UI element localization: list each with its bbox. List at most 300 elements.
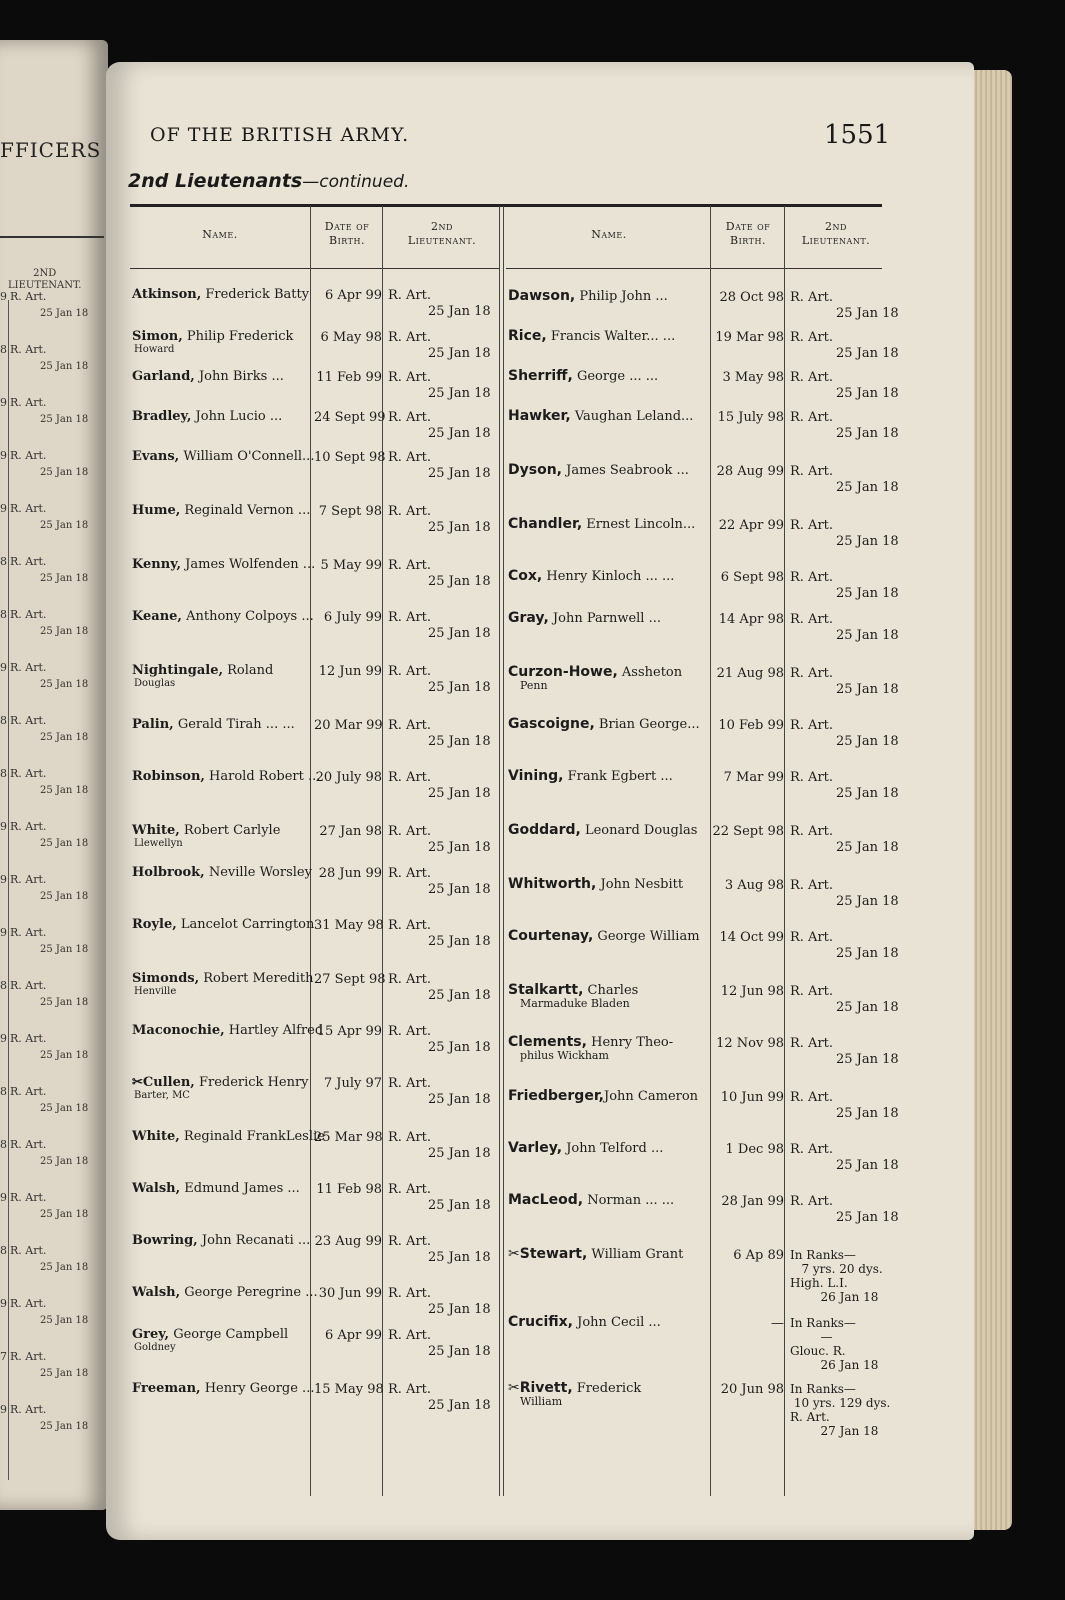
left-row-rank: R. Art. <box>10 820 47 833</box>
left-row-date: 25 Jan 18 <box>40 1156 89 1167</box>
officer-given-names: Roland <box>223 663 274 678</box>
officer-name <box>508 1142 712 1155</box>
officer-surname: Cox, <box>508 568 543 584</box>
left-page-row <box>0 1085 104 1125</box>
left-page-row <box>0 290 104 330</box>
commission-date: 25 Jan 18 <box>836 306 899 321</box>
left-row-year: 7 <box>0 1350 7 1363</box>
officer-name <box>508 1194 712 1207</box>
left-row-year: 9 <box>0 1191 7 1204</box>
officer-given-names: Robert Carlyle <box>179 823 281 838</box>
officer-name <box>132 557 316 572</box>
officer-name <box>132 1182 312 1195</box>
officer-name <box>508 1316 712 1329</box>
officer-name <box>508 1248 712 1261</box>
officer-surname: Palin, <box>132 717 174 732</box>
left-row-date: 25 Jan 18 <box>40 838 89 849</box>
officer-surname: Vining, <box>508 768 564 784</box>
officer-surname: Evans, <box>132 449 180 464</box>
left-row-rank: R. Art. <box>10 449 47 462</box>
left-row-date: 25 Jan 18 <box>40 679 89 690</box>
officer-given-names: James Seabrook ... <box>561 463 689 478</box>
regiment: R. Art. <box>790 1142 834 1157</box>
officer-surname: Chandler, <box>508 516 583 532</box>
col-header-dob-left: Date of Birth. <box>324 220 370 247</box>
table-row <box>508 458 898 508</box>
officer-surname: Goddard, <box>508 822 581 838</box>
left-row-rank: R. Art. <box>10 396 47 409</box>
left-page-row <box>0 714 104 754</box>
table-row <box>508 978 898 1028</box>
section-title-main: 2nd Lieutenants <box>128 170 303 192</box>
left-row-year: 8 <box>0 714 7 727</box>
officer-name <box>508 770 712 783</box>
regiment: R. Art. <box>790 518 834 533</box>
date-of-birth: 20 July 98 <box>315 770 382 785</box>
running-title: OF THE BRITISH ARMY. <box>150 124 410 146</box>
left-row-date: 25 Jan 18 <box>40 1103 89 1114</box>
date-of-birth: 24 Sept 99 <box>314 410 386 425</box>
commission-date: 25 Jan 18 <box>836 534 899 549</box>
left-row-rank: R. Art. <box>10 343 47 356</box>
commission-date: 25 Jan 18 <box>836 480 899 495</box>
date-of-birth: 22 Apr 99 <box>718 518 784 533</box>
officer-given-names: Ernest Lincoln... <box>582 517 696 532</box>
officer-surname: Holbrook, <box>132 865 205 880</box>
officer-name <box>508 570 712 583</box>
commission-date: 25 Jan 18 <box>428 466 491 481</box>
table-row <box>508 512 898 562</box>
table-row <box>508 924 898 974</box>
date-of-birth: 27 Sept 98 <box>314 972 386 987</box>
officer-surname: Grey, <box>132 1327 170 1342</box>
left-row-year: 8 <box>0 343 7 356</box>
left-row-year: 9 <box>0 290 7 303</box>
service-note: In Ranks— — Glouc. R. 26 Jan 18 <box>790 1316 879 1372</box>
officer-surname: Simonds, <box>132 971 200 986</box>
table-row <box>508 404 898 454</box>
officer-surname: Stalkartt, <box>508 982 584 998</box>
officer-given-names: John Telford ... <box>562 1141 664 1156</box>
regiment: R. Art. <box>388 664 432 679</box>
officer-given-names: William O'Connell... <box>179 449 315 464</box>
date-of-birth: 20 Jun 98 <box>720 1382 784 1397</box>
officer-name <box>132 410 312 423</box>
commission-date: 25 Jan 18 <box>428 626 491 641</box>
left-row-rank: R. Art. <box>10 926 47 939</box>
date-of-birth: 27 Jan 98 <box>319 824 382 839</box>
regiment: R. Art. <box>388 1076 432 1091</box>
left-row-date: 25 Jan 18 <box>40 1262 89 1273</box>
date-of-birth: 22 Sept 98 <box>712 824 784 839</box>
officer-name <box>508 370 712 383</box>
left-row-year: 8 <box>0 1085 7 1098</box>
left-row-date: 25 Jan 18 <box>40 520 89 531</box>
left-page-row <box>0 926 104 966</box>
left-row-date: 25 Jan 18 <box>40 573 89 584</box>
officer-given-names: Francis Walter... ... <box>546 329 676 344</box>
officer-surname: ✂Rivett, <box>508 1380 573 1396</box>
table-row <box>508 606 898 656</box>
officer-surname: Dawson, <box>508 288 576 304</box>
left-row-rank: R. Art. <box>10 873 47 886</box>
date-of-birth: — <box>771 1316 784 1331</box>
officer-name <box>132 1076 312 1102</box>
table-row <box>508 818 898 868</box>
officer-surname: Walsh, <box>132 1181 181 1196</box>
commission-date: 25 Jan 18 <box>836 586 899 601</box>
book-page <box>106 62 974 1540</box>
left-row-year: 9 <box>0 1297 7 1310</box>
left-row-year: 9 <box>0 396 7 409</box>
officer-name <box>132 824 312 850</box>
left-row-rank: R. Art. <box>10 714 47 727</box>
date-of-birth: 25 Mar 98 <box>314 1130 383 1145</box>
date-of-birth: 10 Jun 99 <box>720 1090 784 1105</box>
left-row-year: 9 <box>0 820 7 833</box>
regiment: R. Art. <box>790 1036 834 1051</box>
officer-name <box>508 878 712 891</box>
date-of-birth: 31 May 98 <box>314 918 384 933</box>
date-of-birth: 10 Sept 98 <box>314 450 386 465</box>
officer-name <box>508 984 712 1010</box>
officer-given-names: Assheton <box>617 665 683 680</box>
officer-surname: Rice, <box>508 328 547 344</box>
officer-surname: Gascoigne, <box>508 716 595 732</box>
commission-date: 25 Jan 18 <box>428 882 491 897</box>
left-row-rank: R. Art. <box>10 1138 47 1151</box>
table-row <box>132 552 502 602</box>
left-row-rank: R. Art. <box>10 290 47 303</box>
date-of-birth: 14 Apr 98 <box>718 612 784 627</box>
commission-date: 25 Jan 18 <box>428 1146 491 1161</box>
commission-date: 25 Jan 18 <box>836 1000 899 1015</box>
regiment: R. Art. <box>790 1090 834 1105</box>
table-row <box>508 1188 898 1238</box>
officer-given-names: John Parnwell ... <box>548 611 661 626</box>
left-row-date: 25 Jan 18 <box>40 1421 89 1432</box>
officer-name <box>508 290 712 303</box>
date-of-birth: 6 Sept 98 <box>720 570 784 585</box>
officer-name-continued: Douglas <box>134 678 176 689</box>
officer-surname: Garland, <box>132 369 195 384</box>
commission-date: 25 Jan 18 <box>428 786 491 801</box>
left-page-row <box>0 1297 104 1337</box>
left-row-year: 8 <box>0 1244 7 1257</box>
regiment: R. Art. <box>790 878 834 893</box>
left-page-row <box>0 555 104 595</box>
table-row <box>508 1030 898 1080</box>
commission-date: 25 Jan 18 <box>428 680 491 695</box>
regiment: R. Art. <box>790 330 834 345</box>
left-page-row <box>0 1244 104 1284</box>
regiment: R. Art. <box>388 610 432 625</box>
officer-given-names: Lancelot Carrington <box>176 917 315 932</box>
officer-surname: Simon, <box>132 329 183 344</box>
regiment: R. Art. <box>790 930 834 945</box>
date-of-birth: 6 Apr 99 <box>324 288 382 303</box>
officer-given-names: Henry Theo- <box>586 1035 674 1050</box>
left-row-rank: R. Art. <box>10 767 47 780</box>
left-row-year: 8 <box>0 555 7 568</box>
commission-date: 25 Jan 18 <box>428 1040 491 1055</box>
table-row <box>132 1124 502 1174</box>
commission-date: 25 Jan 18 <box>428 386 491 401</box>
officer-name <box>132 1285 318 1300</box>
officer-name <box>508 1090 712 1103</box>
left-row-date: 25 Jan 18 <box>40 467 89 478</box>
commission-date: 25 Jan 18 <box>836 786 899 801</box>
table-row <box>508 1084 898 1134</box>
officer-name <box>132 917 315 932</box>
commission-date: 25 Jan 18 <box>428 520 491 535</box>
officer-given-names: Frank Egbert ... <box>563 769 673 784</box>
officer-name <box>132 370 312 383</box>
date-of-birth: 6 Apr 99 <box>324 1328 382 1343</box>
col-header-name-right: Name. <box>591 228 627 241</box>
left-row-date: 25 Jan 18 <box>40 626 89 637</box>
officer-given-names: Anthony Colpoys ... <box>181 609 314 624</box>
officer-given-names: William Grant <box>587 1247 684 1262</box>
regiment: R. Art. <box>790 464 834 479</box>
officer-surname: Hume, <box>132 503 181 518</box>
officer-given-names: Philip John ... <box>575 289 668 304</box>
commission-date: 25 Jan 18 <box>428 934 491 949</box>
officer-name-continued: Goldney <box>134 1342 176 1353</box>
left-row-rank: R. Art. <box>10 1297 47 1310</box>
left-row-rank: R. Art. <box>10 661 47 674</box>
officer-surname: Clements, <box>508 1034 587 1050</box>
commission-date: 25 Jan 18 <box>836 628 899 643</box>
officer-given-names: George Campbell <box>169 1327 289 1342</box>
date-of-birth: 10 Feb 99 <box>718 718 784 733</box>
officer-name <box>508 1382 712 1408</box>
left-row-year: 9 <box>0 1032 7 1045</box>
regiment: R. Art. <box>388 1130 432 1145</box>
date-of-birth: 15 July 98 <box>717 410 784 425</box>
date-of-birth: 3 May 98 <box>722 370 784 385</box>
service-note: In Ranks— 7 yrs. 20 dys. High. L.I. 26 Jan 18 <box>790 1248 883 1304</box>
left-page-row <box>0 1138 104 1178</box>
officer-surname: Sherriff, <box>508 368 573 384</box>
regiment: R. Art. <box>790 1194 834 1209</box>
commission-date: 25 Jan 18 <box>836 682 899 697</box>
officer-surname: Keane, <box>132 609 182 624</box>
date-of-birth: 15 May 98 <box>314 1382 384 1397</box>
commission-date: 25 Jan 18 <box>428 1302 491 1317</box>
officer-surname: Whitworth, <box>508 876 597 892</box>
officer-name <box>508 824 712 837</box>
date-of-birth: 7 July 97 <box>323 1076 382 1091</box>
col-header-2nd-lt-right: 2nd Lieutenant. <box>801 220 871 247</box>
officer-name-continued: Marmaduke Bladen <box>520 997 630 1010</box>
left-page-row <box>0 873 104 913</box>
commission-date: 25 Jan 18 <box>836 346 899 361</box>
officer-name <box>132 972 312 998</box>
officer-surname: Royle, <box>132 917 177 932</box>
date-of-birth: 7 Mar 99 <box>723 770 784 785</box>
regiment: R. Art. <box>388 410 432 425</box>
date-of-birth: 28 Jun 99 <box>318 866 382 881</box>
commission-date: 25 Jan 18 <box>836 1052 899 1067</box>
officer-given-names: John Lucio ... <box>191 409 283 424</box>
left-page-row <box>0 608 104 648</box>
officer-surname: Courtenay, <box>508 928 594 944</box>
officer-given-names: Vaughan Leland... <box>570 409 694 424</box>
left-page-row <box>0 1032 104 1072</box>
commission-date: 25 Jan 18 <box>428 1198 491 1213</box>
regiment: R. Art. <box>388 450 432 465</box>
table-row <box>508 764 898 814</box>
date-of-birth: 12 Nov 98 <box>716 1036 784 1051</box>
date-of-birth: 6 May 98 <box>320 330 382 345</box>
left-page-row <box>0 820 104 860</box>
officer-given-names: Frederick Batty <box>201 287 310 302</box>
date-of-birth: 12 Jun 99 <box>318 664 382 679</box>
officer-given-names: Frederick Henry <box>194 1075 309 1090</box>
left-row-rank: R. Art. <box>10 1191 47 1204</box>
officer-name <box>132 504 312 517</box>
left-row-rank: R. Art. <box>10 555 47 568</box>
regiment: R. Art. <box>388 770 432 785</box>
officer-surname: Dyson, <box>508 462 562 478</box>
left-row-date: 25 Jan 18 <box>40 732 89 743</box>
regiment: R. Art. <box>388 1024 432 1039</box>
date-of-birth: 19 Mar 98 <box>715 330 784 345</box>
officer-given-names: John Cameron <box>604 1089 699 1104</box>
officer-name-continued: William <box>520 1395 563 1408</box>
officer-given-names: George William <box>593 929 700 944</box>
officer-given-names: John Nesbitt <box>596 877 684 892</box>
commission-date: 25 Jan 18 <box>836 426 899 441</box>
officer-name <box>132 330 312 356</box>
officer-name-continued: philus Wickham <box>520 1049 609 1062</box>
table-row <box>508 872 898 922</box>
left-page-row <box>0 979 104 1019</box>
left-row-date: 25 Jan 18 <box>40 891 89 902</box>
table-row <box>132 860 502 910</box>
left-page-row <box>0 1403 104 1443</box>
regiment: R. Art. <box>790 410 834 425</box>
regiment: R. Art. <box>790 612 834 627</box>
table-row <box>132 1070 502 1120</box>
officer-surname: Walsh, <box>132 1285 181 1300</box>
regiment: R. Art. <box>790 984 834 999</box>
officer-given-names: Norman ... ... <box>583 1193 675 1208</box>
officer-given-names: George ... ... <box>572 369 659 384</box>
left-row-date: 25 Jan 18 <box>40 308 89 319</box>
date-of-birth: 15 Apr 99 <box>316 1024 382 1039</box>
left-row-date: 25 Jan 18 <box>40 944 89 955</box>
left-row-rank: R. Art. <box>10 1350 47 1363</box>
officer-name <box>508 1036 712 1062</box>
date-of-birth: 11 Feb 98 <box>316 1182 382 1197</box>
table-row <box>132 1376 502 1426</box>
col-header-dob-right: Date of Birth. <box>725 220 771 247</box>
left-row-year: 9 <box>0 1403 7 1416</box>
officer-name <box>508 612 712 625</box>
left-page-row <box>0 1350 104 1390</box>
officer-given-names: John Recanati ... <box>197 1233 311 1248</box>
table-row <box>132 912 502 962</box>
commission-date: 25 Jan 18 <box>428 1250 491 1265</box>
officer-surname: Hawker, <box>508 408 571 424</box>
table-row <box>508 712 898 762</box>
commission-date: 25 Jan 18 <box>836 894 899 909</box>
left-row-rank: R. Art. <box>10 1032 47 1045</box>
officer-surname: Bradley, <box>132 409 192 424</box>
left-row-date: 25 Jan 18 <box>40 1315 89 1326</box>
officer-surname: Atkinson, <box>132 287 202 302</box>
regiment: R. Art. <box>790 824 834 839</box>
officer-name-continued: Penn <box>520 679 548 692</box>
officer-name <box>132 866 312 879</box>
regiment: R. Art. <box>790 770 834 785</box>
facing-page-left <box>0 40 108 1510</box>
left-page-row <box>0 1191 104 1231</box>
regiment: R. Art. <box>388 1382 432 1397</box>
left-row-rank: R. Art. <box>10 1403 47 1416</box>
officer-given-names: Leonard Douglas <box>580 823 698 838</box>
regiment: R. Art. <box>388 1234 432 1249</box>
table-row <box>508 1376 898 1438</box>
regiment: R. Art. <box>388 288 432 303</box>
officer-name <box>132 449 315 464</box>
regiment: R. Art. <box>790 718 834 733</box>
date-of-birth: 20 Mar 99 <box>314 718 383 733</box>
officer-surname: MacLeod, <box>508 1192 584 1208</box>
date-of-birth: 5 May 99 <box>320 558 382 573</box>
regiment: R. Art. <box>388 972 432 987</box>
commission-date: 25 Jan 18 <box>428 1092 491 1107</box>
table-row <box>132 604 502 654</box>
commission-date: 25 Jan 18 <box>428 1344 491 1359</box>
regiment: R. Art. <box>790 666 834 681</box>
officer-surname: Robinson, <box>132 769 205 784</box>
left-row-year: 9 <box>0 873 7 886</box>
officer-name <box>132 1023 324 1038</box>
page-number: 1551 <box>824 120 891 150</box>
officer-surname: Gray, <box>508 610 549 626</box>
officer-given-names: Charles <box>583 983 639 998</box>
left-row-year: 8 <box>0 767 7 780</box>
commission-date: 25 Jan 18 <box>428 734 491 749</box>
left-row-date: 25 Jan 18 <box>40 1209 89 1220</box>
table-row <box>132 764 502 814</box>
date-of-birth: 6 July 99 <box>323 610 382 625</box>
officer-given-names: George Peregrine ... <box>180 1285 318 1300</box>
officer-given-names: Brian George... <box>594 717 700 732</box>
table-row <box>132 498 502 548</box>
date-of-birth: 23 Aug 99 <box>314 1234 382 1249</box>
officer-name <box>508 410 712 423</box>
officer-name <box>132 769 321 784</box>
officer-given-names: Hartley Alfred <box>224 1023 324 1038</box>
date-of-birth: 11 Feb 99 <box>316 370 382 385</box>
officer-given-names: Gerald Tirah ... ... <box>173 717 295 732</box>
officer-given-names: James Wolfenden ... <box>181 557 316 572</box>
date-of-birth: 28 Aug 99 <box>716 464 784 479</box>
officer-given-names: Henry George ... <box>200 1381 315 1396</box>
regiment: R. Art. <box>790 290 834 305</box>
officer-given-names: Harold Robert ... <box>204 769 321 784</box>
regiment: R. Art. <box>388 504 432 519</box>
regiment: R. Art. <box>388 918 432 933</box>
left-row-year: 8 <box>0 1138 7 1151</box>
left-row-date: 25 Jan 18 <box>40 785 89 796</box>
date-of-birth: 28 Oct 98 <box>719 290 784 305</box>
officer-given-names: John Birks ... <box>194 369 284 384</box>
